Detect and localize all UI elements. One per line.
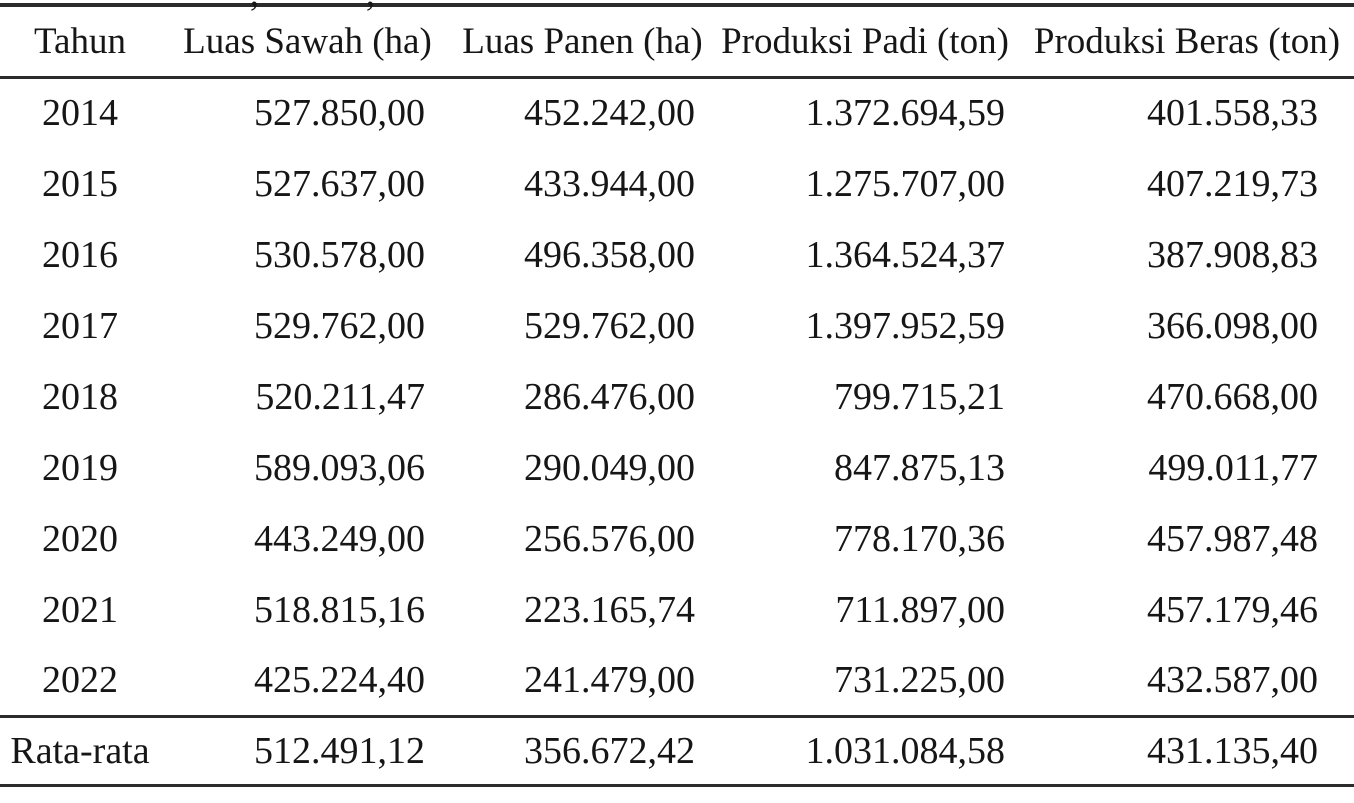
value-cell: 778.170,36 bbox=[834, 517, 1005, 560]
value-cell: 529.762,00 bbox=[254, 304, 425, 347]
value-cell: 366.098,00 bbox=[1147, 304, 1318, 347]
table-row bbox=[0, 432, 1354, 503]
value-cell: 529.762,00 bbox=[524, 304, 695, 347]
value-cell: 496.358,00 bbox=[524, 233, 695, 276]
value-cell: 401.558,33 bbox=[1147, 92, 1318, 135]
column-header-produksi-padi: Produksi Padi (ton) bbox=[721, 20, 1009, 62]
table-row bbox=[0, 574, 1354, 645]
value-cell: 387.908,83 bbox=[1147, 233, 1318, 276]
value-cell: 499.011,77 bbox=[1148, 446, 1318, 489]
value-cell: 799.715,21 bbox=[834, 375, 1005, 418]
value-cell: 407.219,73 bbox=[1147, 162, 1318, 205]
value-cell: 527.850,00 bbox=[254, 92, 425, 135]
row-label-cell: 2016 bbox=[42, 233, 118, 276]
cropped-text-remnant bbox=[250, 0, 259, 11]
row-label-cell: 2020 bbox=[42, 517, 118, 560]
column-header-luas-panen: Luas Panen (ha) bbox=[462, 20, 703, 62]
cropped-text-remnant bbox=[366, 0, 375, 11]
row-label-cell: 2022 bbox=[42, 658, 118, 701]
row-label-cell: 2019 bbox=[42, 446, 118, 489]
value-cell: 1.031.084,58 bbox=[805, 729, 1005, 772]
table-body bbox=[0, 77, 1354, 785]
value-cell: 731.225,00 bbox=[834, 658, 1005, 701]
table-row bbox=[0, 148, 1354, 219]
value-cell: 457.987,48 bbox=[1147, 517, 1318, 560]
value-cell: 589.093,06 bbox=[254, 446, 425, 489]
value-cell: 443.249,00 bbox=[254, 517, 425, 560]
row-label-cell: 2021 bbox=[42, 588, 118, 631]
value-cell: 470.668,00 bbox=[1147, 375, 1318, 418]
table-row bbox=[0, 361, 1354, 432]
data-table bbox=[0, 3, 1354, 787]
value-cell: 530.578,00 bbox=[254, 233, 425, 276]
value-cell: 432.587,00 bbox=[1147, 658, 1318, 701]
value-cell: 256.576,00 bbox=[524, 517, 695, 560]
value-cell: 1.372.694,59 bbox=[805, 92, 1005, 135]
table-row bbox=[0, 77, 1354, 148]
value-cell: 518.815,16 bbox=[254, 588, 425, 631]
table-row bbox=[0, 219, 1354, 290]
table-row bbox=[0, 503, 1354, 574]
row-label-cell: 2018 bbox=[42, 375, 118, 418]
table-header bbox=[0, 5, 1354, 77]
value-cell: 356.672,42 bbox=[524, 729, 695, 772]
value-cell: 241.479,00 bbox=[524, 658, 695, 701]
value-cell: 1.364.524,37 bbox=[805, 233, 1005, 276]
value-cell: 520.211,47 bbox=[255, 375, 425, 418]
value-cell: 286.476,00 bbox=[524, 375, 695, 418]
value-cell: 711.897,00 bbox=[835, 588, 1005, 631]
value-cell: 433.944,00 bbox=[524, 162, 695, 205]
value-cell: 223.165,74 bbox=[524, 588, 695, 631]
table-row bbox=[0, 290, 1354, 361]
value-cell: 425.224,40 bbox=[254, 658, 425, 701]
header-row bbox=[0, 5, 1354, 77]
row-label-cell: 2015 bbox=[42, 162, 118, 205]
row-label-cell: 2014 bbox=[42, 92, 118, 135]
footer-row bbox=[0, 716, 1354, 785]
value-cell: 452.242,00 bbox=[524, 92, 695, 135]
value-cell: 527.637,00 bbox=[254, 162, 425, 205]
value-cell: 457.179,46 bbox=[1147, 588, 1318, 631]
value-cell: 847.875,13 bbox=[834, 446, 1005, 489]
table-row bbox=[0, 645, 1354, 716]
column-header-tahun: Tahun bbox=[34, 20, 126, 62]
row-label-cell: Rata-rata bbox=[10, 729, 150, 772]
row-label-cell: 2017 bbox=[42, 304, 118, 347]
value-cell: 290.049,00 bbox=[524, 446, 695, 489]
column-header-produksi-beras: Produksi Beras (ton) bbox=[1033, 20, 1341, 62]
value-cell: 1.397.952,59 bbox=[805, 304, 1005, 347]
column-header-luas-sawah: Luas Sawah (ha) bbox=[183, 20, 432, 62]
value-cell: 1.275.707,00 bbox=[805, 162, 1005, 205]
value-cell: 431.135,40 bbox=[1147, 729, 1318, 772]
value-cell: 512.491,12 bbox=[254, 729, 425, 772]
